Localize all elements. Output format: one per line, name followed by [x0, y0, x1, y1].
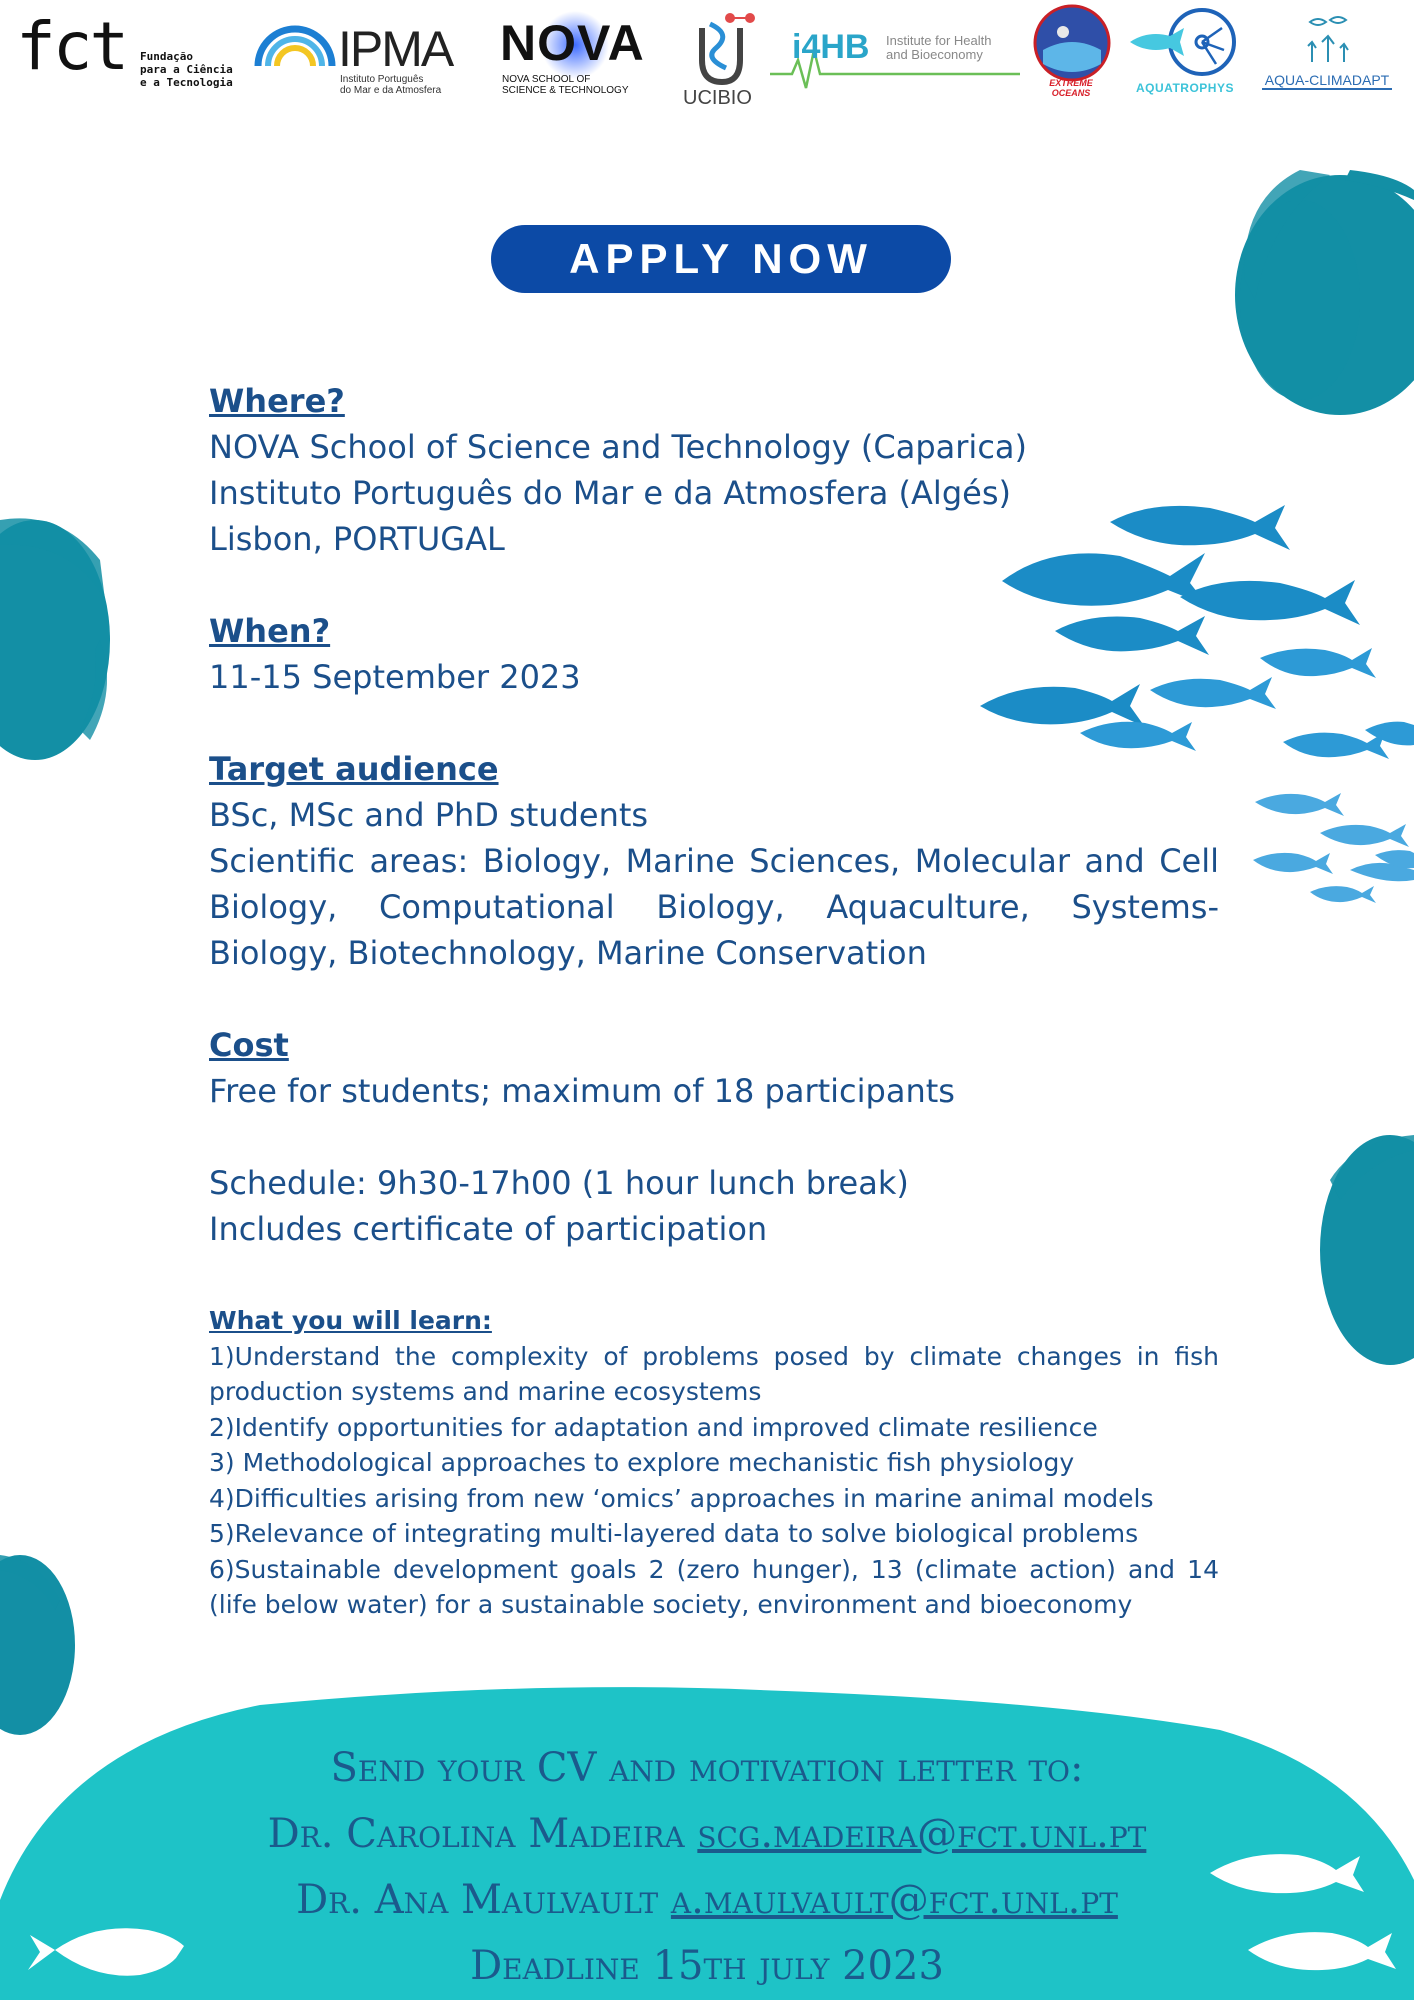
i4hb-logo: i4HB	[792, 28, 870, 66]
aquatrophys-logo: AQUATROPHYS	[1136, 81, 1234, 95]
target-areas: Scientific areas: Biology, Marine Sciences, Molecular and Cell Biology, Computational Biology, Aquaculture, Systems-Biology, Biotechnology, Marine Conservation	[209, 842, 1219, 972]
cost-section	[209, 1022, 1219, 1114]
fct-sub-line: Fundação	[140, 50, 193, 63]
i4hb-logo-subtitle	[886, 34, 992, 62]
schedule-section	[209, 1160, 1219, 1252]
contact-ana	[0, 1867, 1414, 1933]
nova-logo-subtitle	[502, 74, 629, 96]
contact-carolina	[0, 1801, 1414, 1867]
where-line: Lisbon, PORTUGAL	[209, 520, 505, 558]
extreme-oceans-logo	[1036, 78, 1106, 98]
email-link-carolina[interactable]: scg.madeira@fct.unl.pt	[697, 1811, 1147, 1857]
learn-item: 3) Methodological approaches to explore mechanistic fish physiology	[209, 1448, 1075, 1477]
when-section	[209, 608, 1219, 700]
when-heading: When?	[209, 612, 331, 650]
nova-sub-line: NOVA SCHOOL OF	[502, 74, 591, 85]
aqua-climadapt-logo: AQUA-CLIMADAPT	[1262, 72, 1392, 90]
fct-sub-line: e a Tecnologia	[140, 76, 233, 89]
i4hb-sub-line: and Bioeconomy	[886, 47, 983, 62]
brush-circle-top-right	[1235, 170, 1414, 415]
learn-item: 1)Understand the complexity of problems posed by climate changes in fish production systems and marine ecosystems	[209, 1341, 1219, 1406]
apply-now-button[interactable]: APPLY NOW	[491, 225, 951, 293]
learn-heading: What you will learn:	[209, 1306, 492, 1335]
learn-item: 2)Identify opportunities for adaptation and improved climate resilience	[209, 1412, 1098, 1442]
where-heading: Where?	[209, 382, 345, 420]
ipma-rainbow-icon	[254, 24, 336, 68]
where-section	[209, 378, 1219, 562]
nova-logo: NOVA	[500, 15, 645, 71]
ipma-sub-line: Instituto Português	[340, 74, 424, 85]
target-section	[209, 746, 1219, 976]
fct-logo: fct	[16, 8, 127, 85]
ipma-logo: IPMA	[338, 21, 453, 77]
target-line: BSc, MSc and PhD students	[209, 796, 649, 834]
brush-circle-left-lower	[0, 1555, 75, 1735]
learn-section	[209, 1303, 1219, 1623]
learn-item: 4)Difficulties arising from new ‘omics’ approaches in marine animal models	[209, 1483, 1154, 1513]
deadline: Deadline 15th july 2023	[470, 1943, 944, 1989]
schedule-line: Schedule: 9h30-17h00 (1 hour lunch break)	[209, 1164, 909, 1202]
extreme-oceans-icon	[1033, 4, 1111, 82]
logo-bar	[0, 0, 1414, 120]
learn-item: 6)Sustainable development goals 2 (zero hunger), 13 (climate action) and 14 (life below water) for a sustainable society, environment and bioeconomy	[209, 1554, 1219, 1619]
send-instruction: Send your CV and motivation letter to:	[330, 1745, 1084, 1791]
contact-footer	[0, 1735, 1414, 1999]
cost-line: Free for students; maximum of 18 participants	[209, 1072, 955, 1110]
ipma-sub-line: do Mar e da Atmosfera	[340, 85, 442, 96]
brush-circle-right-middle	[1320, 1135, 1414, 1365]
email-link-ana[interactable]: a.maulvault@fct.unl.pt	[670, 1877, 1118, 1923]
cost-heading: Cost	[209, 1026, 289, 1064]
ucibio-logo: UCIBIO	[683, 87, 752, 109]
aqua-climadapt-icon	[1300, 12, 1356, 64]
where-line: Instituto Português do Mar e da Atmosfera (Algés)	[209, 474, 1011, 512]
ucibio-icon	[692, 10, 764, 86]
main-content	[209, 378, 1219, 1252]
contact-name: Dr. Carolina Madeira	[267, 1811, 685, 1857]
fct-sub-line: para a Ciência	[140, 63, 233, 76]
certificate-line: Includes certificate of participation	[209, 1210, 768, 1248]
eo-line: OCEANS	[1051, 88, 1091, 98]
i4hb-sub-line: Institute for Health	[886, 33, 992, 48]
aquatrophys-icon	[1130, 6, 1242, 78]
brush-circle-left	[0, 518, 110, 760]
when-date: 11-15 September 2023	[209, 658, 581, 696]
where-line: NOVA School of Science and Technology (Caparica)	[209, 428, 1027, 466]
target-heading: Target audience	[209, 750, 499, 788]
eo-line: EXTREME	[1049, 78, 1093, 88]
contact-name: Dr. Ana Maulvault	[296, 1877, 659, 1923]
ipma-logo-subtitle	[340, 74, 441, 96]
learn-item: 5)Relevance of integrating multi-layered data to solve biological problems	[209, 1519, 1139, 1548]
fct-logo-subtitle	[140, 50, 233, 89]
nova-sub-line: SCIENCE & TECHNOLOGY	[502, 85, 629, 96]
